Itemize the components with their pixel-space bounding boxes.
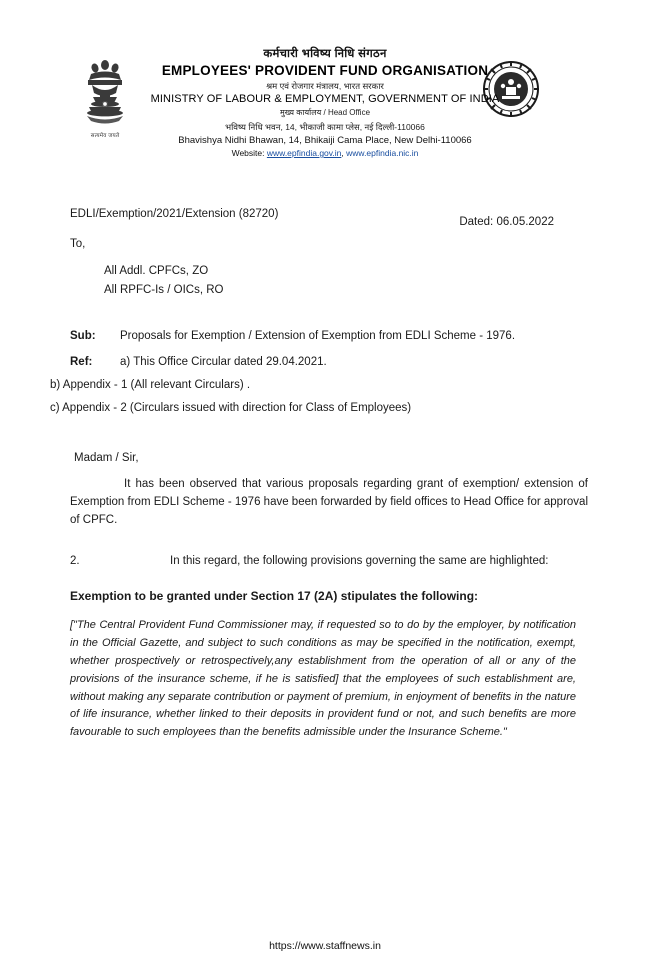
clause-2-number: 2. [70, 555, 80, 568]
website-line [0, 148, 650, 158]
addressee-list [104, 262, 650, 300]
reference-item: c) Appendix - 2 (Circulars issued with direction for Class of Employees) [50, 401, 412, 414]
section-heading: Exemption to be granted under Section 17 (2A) stipulates the following: [70, 589, 479, 604]
emblem-caption: सत्यमेव जयते [90, 133, 120, 139]
reference-row-block [70, 356, 590, 368]
dated-label: Dated: [459, 216, 494, 228]
hindi-ministry: श्रम एवं रोजगार मंत्रालय, भारत सरकार [266, 81, 384, 91]
ministry-title: MINISTRY OF LABOUR & EMPLOYMENT, GOVERNMENT OF INDIA [150, 93, 500, 105]
statute-quote: ["The Central Provident Fund Commissioner may, if requested so to do by the employer, by notification in the Official Gazette, and subject to such conditions as may be specified in the notification, exempt, whether prospectively or retrospectively,any establishment from the operation of all or any of the provisions of the insurance scheme, if he is satisfied] that the employees of such establishment are, without making any separate contribution or payment of premium, in enjoyment of benefits in the nature of life insurance, whether linked to their deposits in provident fund or not, and such benefits are more favourable to such employees than the benefits admissible under the Insurance Scheme." [70, 619, 576, 739]
website-label: Website: [231, 148, 265, 158]
address: Bhavishya Nidhi Bhawan, 14, Bhikaiji Cama Place, New Delhi-110066 [178, 135, 472, 146]
reference-item: b) Appendix - 1 (All relevant Circulars) . [50, 378, 251, 391]
hindi-organisation-title: कर्मचारी भविष्य निधि संगठन [263, 48, 387, 60]
clause-2 [70, 555, 588, 567]
to-label: To, [70, 238, 86, 250]
subject-label: Sub: [70, 329, 96, 342]
organisation-title: EMPLOYEES' PROVIDENT FUND ORGANISATION [161, 63, 489, 78]
addressee-item: All RPFC-Is / OICs, RO [104, 283, 224, 296]
website-link-primary[interactable]: www.epfindia.gov.in [266, 148, 342, 158]
website-separator: , [341, 148, 344, 158]
dated-value: 06.05.2022 [496, 216, 554, 228]
dated-block [459, 216, 554, 228]
subject-row [70, 330, 590, 342]
addressee-item: All Addl. CPFCs, ZO [104, 265, 209, 277]
reference-item: a) This Office Circular dated 29.04.2021. [120, 355, 327, 368]
clause-2-text: In this regard, the following provisions governing the same are highlighted: [170, 555, 549, 568]
watermark-footer: https://www.staffnews.in [269, 940, 381, 952]
reference-row [0, 208, 650, 228]
website-link-secondary[interactable]: www.epfindia.nic.in [346, 148, 419, 158]
paragraph-1: It has been observed that various proposals regarding grant of exemption/ extension of Exemption from EDLI Scheme - 1976 have been forwarded by field offices to Head Office for approval of CPFC. [70, 477, 588, 526]
head-office-line: मुख्य कार्यालय / Head Office [279, 108, 371, 117]
subject-text: Proposals for Exemption / Extension of Exemption from EDLI Scheme - 1976. [120, 329, 516, 342]
reference-number: EDLI/Exemption/2021/Extension (82720) [70, 208, 279, 220]
letterhead-text-block [0, 46, 650, 158]
letterhead [0, 46, 650, 186]
document-page [0, 46, 650, 978]
salutation: Madam / Sir, [74, 451, 139, 464]
hindi-address: भविष्य निधि भवन, 14, भीकाजी कामा प्लेस, नई दिल्ली-110066 [225, 122, 425, 132]
reference-label: Ref: [70, 355, 93, 368]
